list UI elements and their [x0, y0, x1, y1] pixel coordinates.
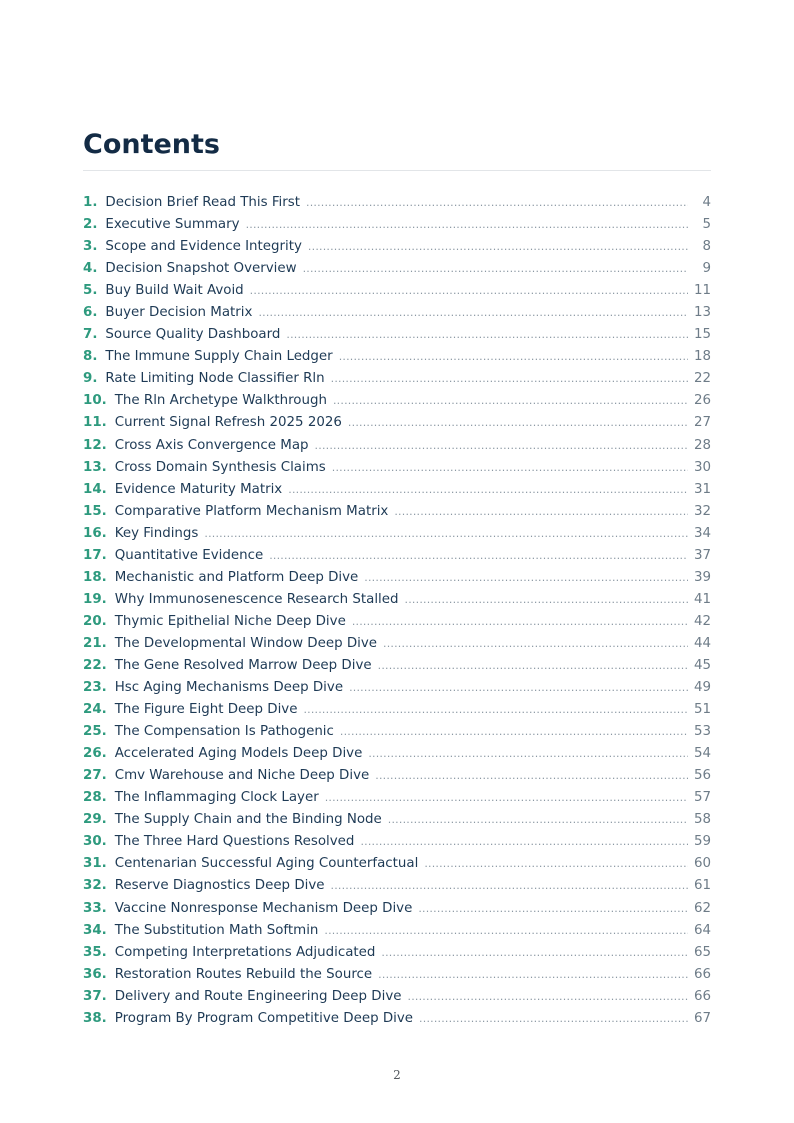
toc-entry-page: 59 — [693, 834, 711, 850]
toc-entry-page: 8 — [702, 239, 711, 255]
toc-entry-title[interactable]: Delivery and Route Engineering Deep Dive — [114, 988, 402, 1004]
toc-entry-number: 12. — [83, 437, 107, 453]
toc-dot-leader — [286, 324, 688, 346]
toc-entry[interactable] — [83, 853, 711, 875]
toc-entry-page: 9 — [702, 261, 711, 277]
toc-entry[interactable] — [83, 457, 711, 479]
toc-dot-leader — [331, 368, 688, 390]
toc-entry-page: 65 — [693, 944, 711, 960]
toc-entry-title[interactable]: Mechanistic and Platform Deep Dive — [114, 569, 359, 585]
toc-dot-leader — [246, 214, 688, 236]
toc-entry-page: 30 — [693, 459, 711, 475]
toc-entry-number: 32. — [83, 878, 107, 894]
toc-entry-title[interactable]: Source Quality Dashboard — [105, 327, 281, 343]
toc-entry[interactable] — [83, 302, 711, 324]
toc-entry-page: 58 — [693, 812, 711, 828]
toc-entry-title[interactable]: Cmv Warehouse and Niche Deep Dive — [114, 768, 370, 784]
toc-entry-page: 4 — [702, 195, 711, 210]
toc-entry[interactable] — [83, 589, 711, 611]
toc-dot-leader — [360, 831, 688, 853]
toc-entry-title[interactable]: Decision Brief Read This First — [105, 195, 300, 210]
toc-entry[interactable] — [83, 964, 711, 986]
toc-entry[interactable] — [83, 699, 711, 721]
toc-entry-page: 66 — [693, 966, 711, 982]
toc-entry-title[interactable]: Buyer Decision Matrix — [105, 305, 253, 321]
toc-entry-title[interactable]: Quantitative Evidence — [114, 547, 264, 563]
toc-entry-number: 2. — [83, 217, 98, 233]
toc-entry[interactable] — [83, 346, 711, 368]
toc-entry-number: 24. — [83, 702, 107, 718]
toc-dot-leader — [378, 964, 688, 986]
toc-dot-leader — [331, 875, 688, 897]
toc-entry-page: 64 — [693, 922, 711, 938]
toc-entry-page: 66 — [693, 988, 711, 1004]
toc-entry-title[interactable]: Accelerated Aging Models Deep Dive — [114, 746, 363, 762]
toc-dot-leader — [375, 765, 688, 787]
toc-entry-page: 53 — [693, 724, 711, 740]
toc-entry-title[interactable]: Decision Snapshot Overview — [105, 261, 297, 277]
toc-entry-number: 22. — [83, 657, 107, 673]
toc-entry[interactable] — [83, 920, 711, 942]
toc-entry[interactable] — [83, 390, 711, 412]
toc-entry-number: 31. — [83, 856, 107, 872]
toc-entry[interactable] — [83, 412, 711, 434]
toc-entry-page: 51 — [693, 702, 711, 718]
toc-entry-page: 31 — [693, 481, 711, 497]
toc-entry[interactable] — [83, 324, 711, 346]
toc-dot-leader — [324, 920, 688, 942]
toc-entry-title[interactable]: The Three Hard Questions Resolved — [114, 834, 355, 850]
toc-entry-number: 5. — [83, 283, 98, 299]
toc-dot-leader — [349, 677, 688, 699]
toc-entry[interactable] — [83, 258, 711, 280]
toc-entry[interactable] — [83, 875, 711, 897]
toc-entry-title[interactable]: The Supply Chain and the Binding Node — [114, 812, 382, 828]
toc-entry[interactable] — [83, 898, 711, 920]
toc-entry-title[interactable]: The Immune Supply Chain Ledger — [105, 349, 333, 365]
toc-entry-title[interactable]: The Rln Archetype Walkthrough — [114, 393, 327, 409]
toc-entry-number: 26. — [83, 746, 107, 762]
toc-entry[interactable] — [83, 787, 711, 809]
toc-entry-page: 22 — [693, 371, 711, 387]
toc-dot-leader — [364, 567, 688, 589]
toc-entry[interactable] — [83, 942, 711, 964]
toc-dot-leader — [306, 192, 688, 214]
toc-entry[interactable] — [83, 236, 711, 258]
toc-entry[interactable] — [83, 721, 711, 743]
title-divider — [83, 170, 711, 171]
toc-entry-title[interactable]: Vaccine Nonresponse Mechanism Deep Dive — [114, 900, 413, 916]
toc-entry-number: 3. — [83, 239, 98, 255]
toc-entry[interactable] — [83, 501, 711, 523]
toc-dot-leader — [303, 258, 688, 280]
toc-entry-title[interactable]: Cross Axis Convergence Map — [114, 437, 309, 453]
toc-entry-title[interactable]: The Compensation Is Pathogenic — [114, 724, 334, 740]
toc-entry-title[interactable]: Rate Limiting Node Classifier Rln — [105, 371, 325, 387]
toc-entry-number: 4. — [83, 261, 98, 277]
toc-entry-page: 13 — [693, 305, 711, 321]
toc-entry[interactable] — [83, 743, 711, 765]
toc-entry[interactable] — [83, 633, 711, 655]
toc-entry-page: 54 — [693, 746, 711, 762]
toc-entry-number: 14. — [83, 481, 107, 497]
toc-entry-number: 17. — [83, 547, 107, 563]
toc-entry-number: 11. — [83, 415, 107, 431]
toc-entry-number: 13. — [83, 459, 107, 475]
toc-dot-leader — [288, 479, 688, 501]
toc-entry[interactable] — [83, 677, 711, 699]
toc-entry[interactable] — [83, 1008, 711, 1030]
toc-entry-page: 37 — [693, 547, 711, 563]
toc-dot-leader — [332, 457, 688, 479]
toc-dot-leader — [388, 809, 688, 831]
toc-entry-title[interactable]: Cross Domain Synthesis Claims — [114, 459, 326, 475]
toc-entry[interactable] — [83, 611, 711, 633]
toc-entry[interactable] — [83, 809, 711, 831]
toc-entry[interactable] — [83, 765, 711, 787]
toc-entry-title[interactable]: Evidence Maturity Matrix — [114, 481, 283, 497]
toc-dot-leader — [419, 1008, 688, 1030]
toc-entry[interactable] — [83, 192, 711, 214]
toc-dot-leader — [340, 721, 688, 743]
toc-entry[interactable] — [83, 986, 711, 1008]
toc-entry-page: 11 — [693, 283, 711, 299]
toc-entry-number: 6. — [83, 305, 98, 321]
toc-dot-leader — [394, 501, 688, 523]
toc-dot-leader — [405, 589, 688, 611]
toc-entry-title[interactable]: Centenarian Successful Aging Counterfactual — [114, 856, 419, 872]
toc-entry-number: 33. — [83, 900, 107, 916]
toc-entry-number: 18. — [83, 569, 107, 585]
toc-entry-title[interactable]: Program By Program Competitive Deep Dive — [114, 1010, 414, 1026]
toc-entry-number: 16. — [83, 525, 107, 541]
toc-entry-page: 62 — [693, 900, 711, 916]
toc-entry-number: 35. — [83, 944, 107, 960]
toc-entry-number: 1. — [83, 195, 98, 210]
toc-entry[interactable] — [83, 567, 711, 589]
toc-entry-number: 15. — [83, 503, 107, 519]
toc-entry-page: 56 — [693, 768, 711, 784]
toc-dot-leader — [339, 346, 688, 368]
toc-entry-page: 32 — [693, 503, 711, 519]
toc-entry-title[interactable]: The Gene Resolved Marrow Deep Dive — [114, 657, 372, 673]
toc-entry-title[interactable]: The Figure Eight Deep Dive — [114, 702, 298, 718]
toc-entry-title[interactable]: Scope and Evidence Integrity — [105, 239, 302, 255]
toc-entry[interactable] — [83, 280, 711, 302]
toc-entry-title[interactable]: Buy Build Wait Avoid — [105, 283, 244, 299]
toc-entry-number: 28. — [83, 790, 107, 806]
toc-entry-title[interactable]: The Inflammaging Clock Layer — [114, 790, 319, 806]
toc-entry-page: 34 — [693, 525, 711, 541]
toc-entry[interactable] — [83, 368, 711, 390]
toc-entry[interactable] — [83, 831, 711, 853]
toc-entry-page: 28 — [693, 437, 711, 453]
toc-dot-leader — [269, 545, 688, 567]
toc-entry-number: 30. — [83, 834, 107, 850]
toc-dot-leader — [315, 435, 688, 457]
toc-entry-number: 27. — [83, 768, 107, 784]
toc-dot-leader — [381, 942, 688, 964]
toc-dot-leader — [258, 302, 688, 324]
toc-dot-leader — [418, 898, 688, 920]
toc-entry-number: 9. — [83, 371, 98, 387]
toc-entry-number: 7. — [83, 327, 98, 343]
toc-dot-leader — [383, 633, 688, 655]
toc-entry-number: 19. — [83, 591, 107, 607]
toc-entry-page: 5 — [702, 217, 711, 233]
toc-entry-title[interactable]: Competing Interpretations Adjudicated — [114, 944, 376, 960]
toc-entry-number: 36. — [83, 966, 107, 982]
toc-entry-title[interactable]: Comparative Platform Mechanism Matrix — [114, 503, 389, 519]
toc-entry-page: 67 — [693, 1010, 711, 1026]
toc-dot-leader — [303, 699, 688, 721]
toc-entry-title[interactable]: Hsc Aging Mechanisms Deep Dive — [114, 680, 344, 696]
toc-entry-page: 60 — [693, 856, 711, 872]
toc-entry-page: 27 — [693, 415, 711, 431]
toc-entry[interactable] — [83, 523, 711, 545]
toc-entry-number: 34. — [83, 922, 107, 938]
toc-entry-number: 10. — [83, 393, 107, 409]
toc-dot-leader — [250, 280, 688, 302]
toc-entry-title[interactable]: Key Findings — [114, 525, 199, 541]
toc-dot-leader — [352, 611, 688, 633]
toc-dot-leader — [348, 412, 688, 434]
toc-entry-number: 23. — [83, 680, 107, 696]
toc-entry-title[interactable]: The Substitution Math Softmin — [114, 922, 319, 938]
toc-entry-page: 61 — [693, 878, 711, 894]
toc-entry-page: 49 — [693, 680, 711, 696]
toc-dot-leader — [408, 986, 688, 1008]
toc-entry-number: 8. — [83, 349, 98, 365]
toc-entry-page: 42 — [693, 613, 711, 629]
page-number: 2 — [393, 1068, 401, 1082]
toc-entry[interactable] — [83, 479, 711, 501]
toc-entry-number: 38. — [83, 1010, 107, 1026]
toc-entry-page: 44 — [693, 635, 711, 651]
toc-entry-page: 41 — [693, 591, 711, 607]
table-of-contents — [83, 192, 711, 1030]
toc-entry-number: 21. — [83, 635, 107, 651]
toc-entry-title[interactable]: The Developmental Window Deep Dive — [114, 635, 378, 651]
toc-entry[interactable] — [83, 214, 711, 236]
toc-dot-leader — [424, 853, 688, 875]
toc-entry-title[interactable]: Current Signal Refresh 2025 2026 — [114, 415, 342, 431]
toc-entry-page: 18 — [693, 349, 711, 365]
toc-entry-number: 37. — [83, 988, 107, 1004]
toc-dot-leader — [368, 743, 688, 765]
toc-entry-page: 15 — [693, 327, 711, 343]
toc-dot-leader — [204, 523, 688, 545]
toc-entry[interactable] — [83, 545, 711, 567]
toc-entry-title[interactable]: Reserve Diagnostics Deep Dive — [114, 878, 325, 894]
toc-entry-number: 25. — [83, 724, 107, 740]
toc-entry-title[interactable]: Thymic Epithelial Niche Deep Dive — [114, 613, 346, 629]
toc-entry-number: 20. — [83, 613, 107, 629]
toc-entry-title[interactable]: Why Immunosenescence Research Stalled — [114, 591, 399, 607]
toc-dot-leader — [308, 236, 688, 258]
toc-entry-page: 45 — [693, 657, 711, 673]
page-title: Contents — [83, 129, 221, 160]
toc-entry[interactable] — [83, 655, 711, 677]
toc-entry-title[interactable]: Restoration Routes Rebuild the Source — [114, 966, 373, 982]
toc-entry-page: 57 — [693, 790, 711, 806]
toc-dot-leader — [333, 390, 688, 412]
toc-dot-leader — [325, 787, 688, 809]
toc-entry-page: 39 — [693, 569, 711, 585]
toc-entry-title[interactable]: Executive Summary — [105, 217, 240, 233]
toc-dot-leader — [378, 655, 688, 677]
toc-entry[interactable] — [83, 435, 711, 457]
toc-entry-number: 29. — [83, 812, 107, 828]
toc-entry-page: 26 — [693, 393, 711, 409]
